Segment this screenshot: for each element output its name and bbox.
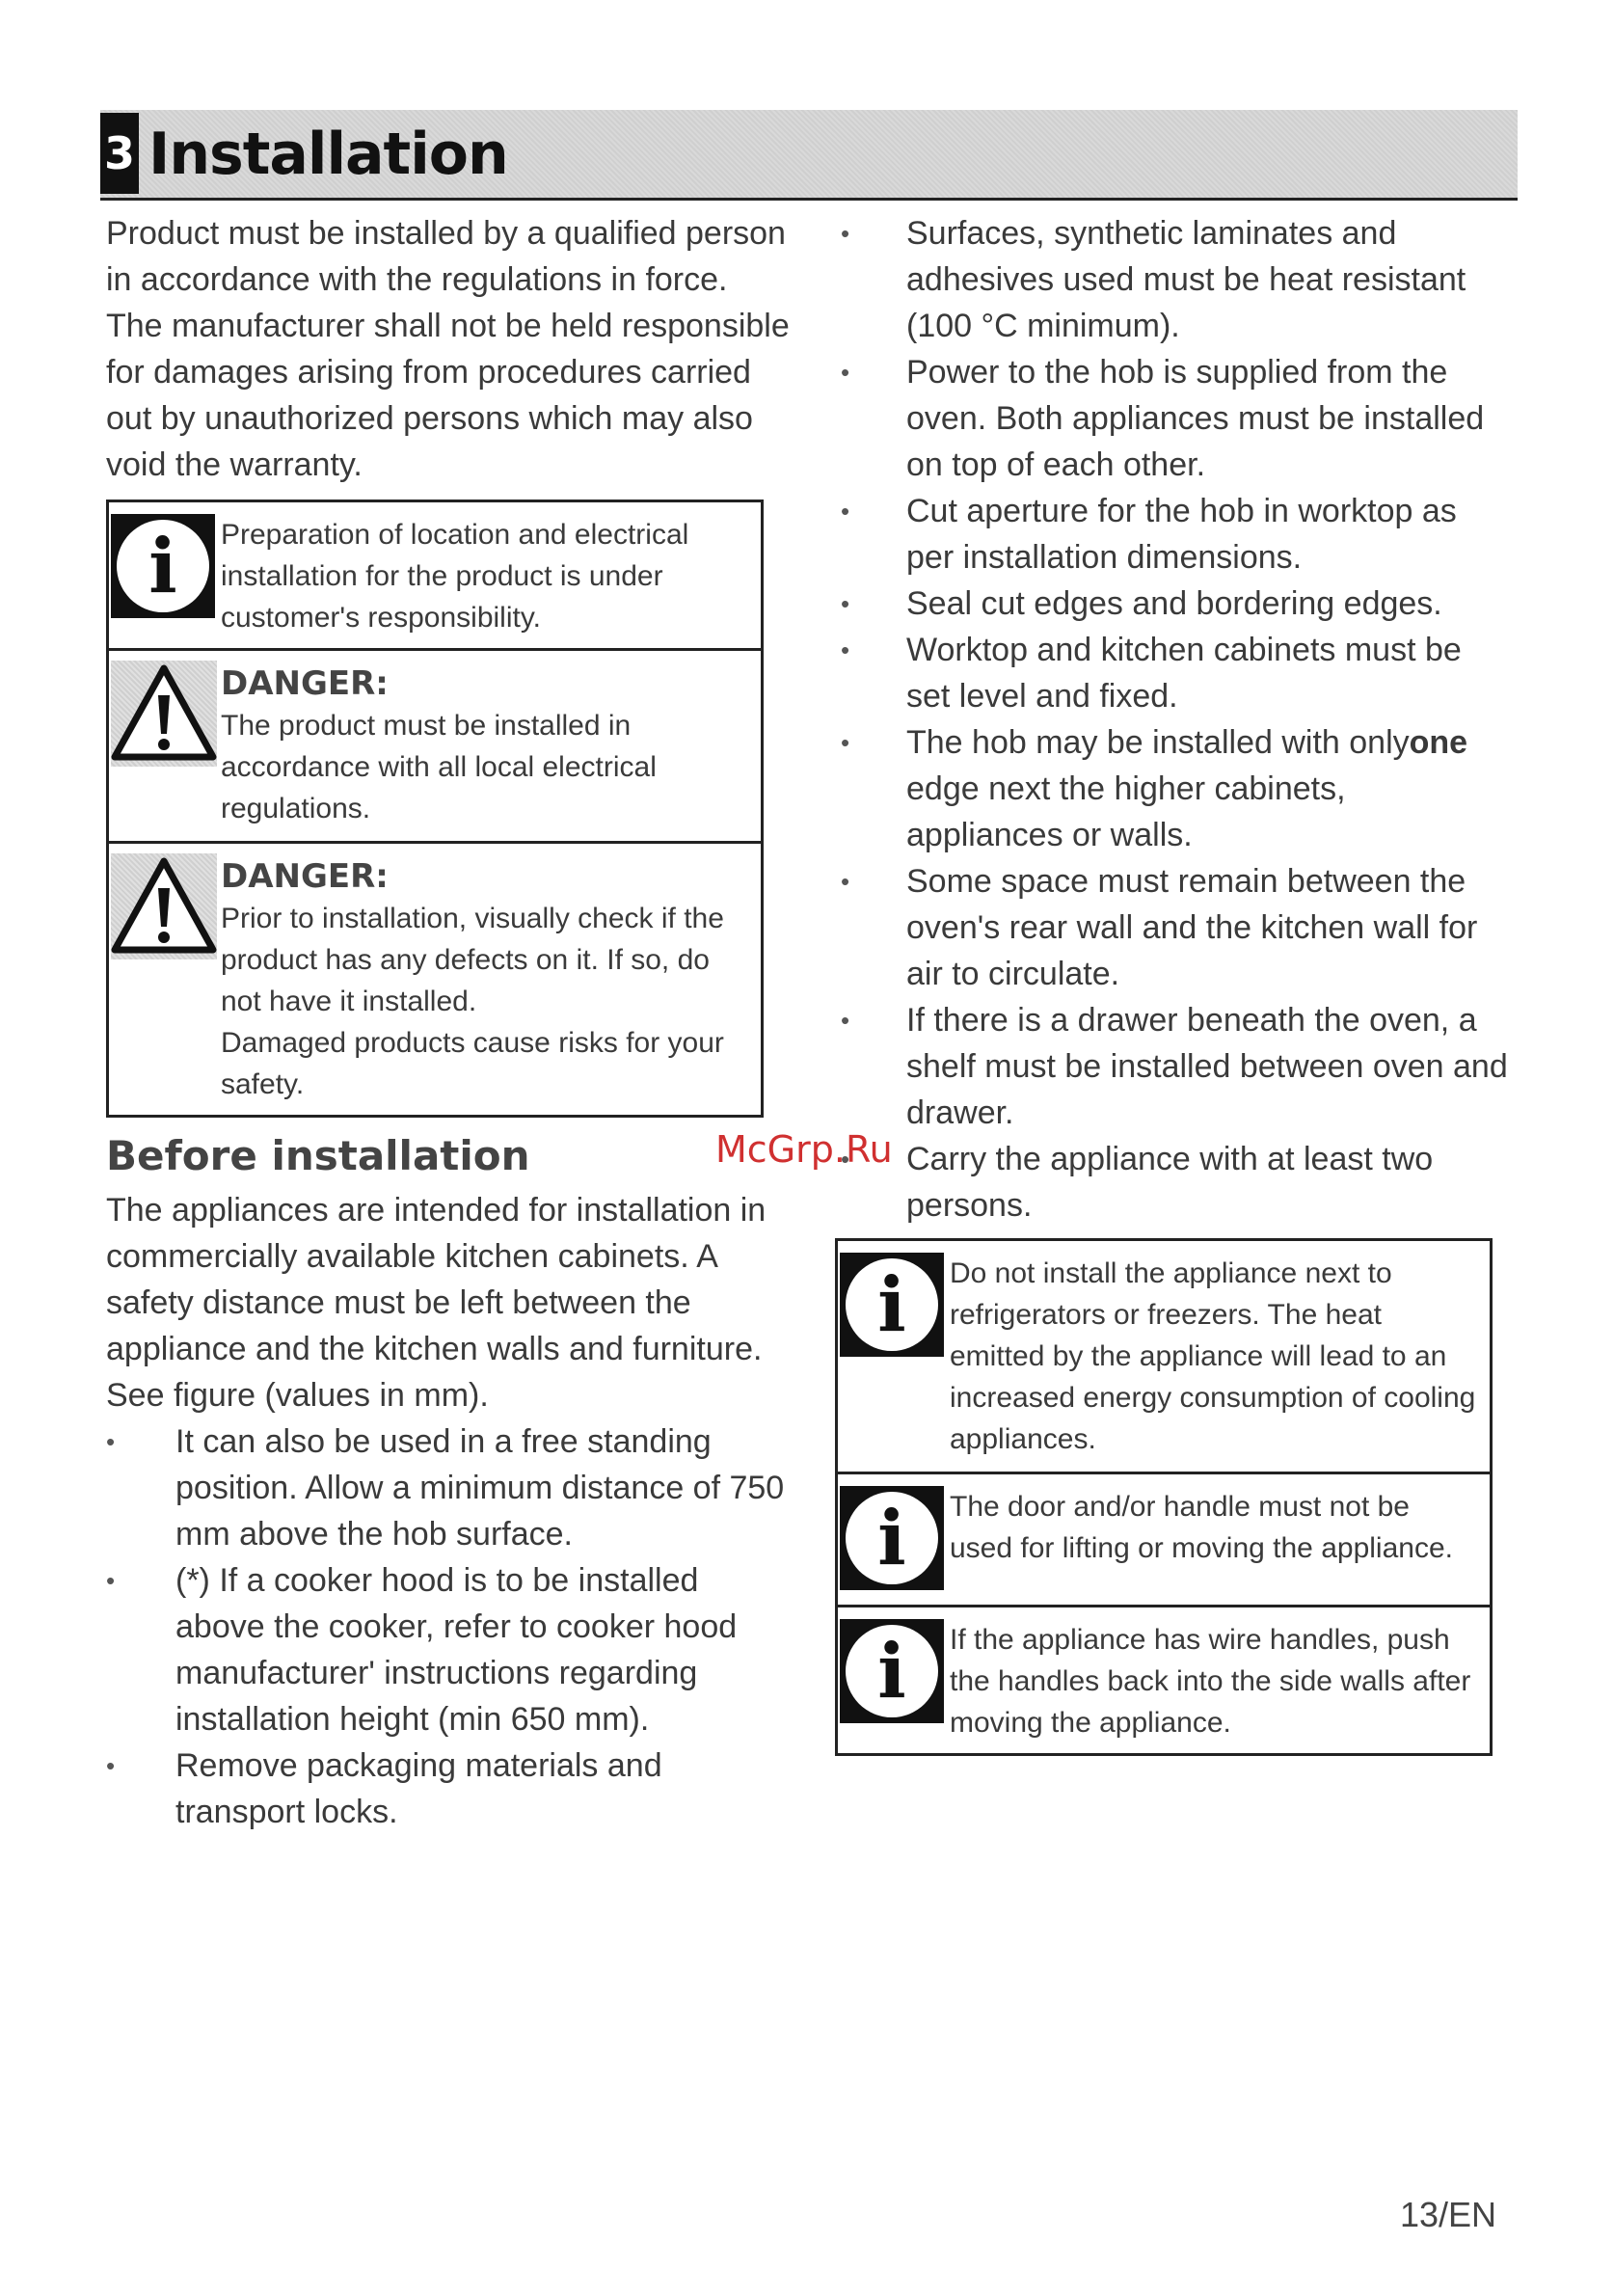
right-notice-group (835, 1238, 1493, 1756)
emphasis-text: one (1409, 724, 1468, 761)
notice-text: If the appliance has wire handles, push the handles back into the side walls after moving the appliance. (950, 1624, 1471, 1739)
notice-text: Do not install the appliance next to refrigerators or freezers. The heat emitted by the appliance will lead to an increased energy consumption of cooling appliances. (950, 1257, 1476, 1455)
notice-danger (109, 651, 761, 844)
notice-info (838, 1474, 1490, 1607)
warning-triangle-icon (109, 844, 217, 1115)
notice-text: The door and/or handle must not be used for lifting or moving the appliance. (950, 1491, 1453, 1564)
list-item: • Carry the appliance with at least two persons. (835, 1136, 1510, 1229)
warning-triangle-icon (109, 651, 217, 841)
notice-info (109, 502, 761, 651)
notice-title: DANGER: (221, 857, 389, 896)
notice-text-secondary: Damaged products cause risks for your safety. (221, 1027, 724, 1100)
list-item: • (*) If a cooker hood is to be installed above the cooker, refer to cooker hood manufacturer' instructions regarding installation height (min 650 mm). (106, 1557, 791, 1742)
left-notice-group (106, 500, 764, 1118)
info-icon: i (838, 1474, 946, 1605)
notice-text: Prior to installation, visually check if the product has any defects on it. If so, do not have it installed. (221, 903, 724, 1017)
list-item: • Surfaces, synthetic laminates and adhesives used must be heat resistant (100 °C minimum). (835, 210, 1510, 349)
notice-title: DANGER: (221, 664, 389, 703)
right-column (835, 210, 1510, 1756)
notice-info (838, 1607, 1490, 1753)
notice-text: Preparation of location and electrical installation for the product is under customer's responsibility. (221, 519, 689, 634)
list-item-text: The hob may be installed with only (906, 724, 1410, 761)
list-item: • Worktop and kitchen cabinets must be set level and fixed. (835, 627, 1510, 719)
notice-info (838, 1241, 1490, 1474)
list-item (835, 719, 1510, 858)
list-item: • Seal cut edges and bordering edges. (835, 581, 1510, 627)
info-icon: i (838, 1607, 946, 1753)
list-item: • Cut aperture for the hob in worktop as per installation dimensions. (835, 488, 1510, 581)
list-item-text: edge next the higher cabinets, appliances or walls. (906, 770, 1346, 853)
chapter-number: 3 (100, 113, 139, 194)
chapter-title: Installation (148, 121, 508, 188)
list-item: • Power to the hob is supplied from the oven. Both appliances must be installed on top of each other. (835, 349, 1510, 488)
left-bullet-list (106, 1418, 791, 1835)
list-item: • Remove packaging materials and transport locks. (106, 1742, 791, 1835)
watermark: McGrp.Ru (715, 1128, 893, 1171)
right-bullet-list (835, 210, 1510, 1229)
notice-text: The product must be installed in accordance with all local electrical regulations. (221, 710, 657, 824)
info-icon: i (838, 1241, 946, 1472)
notice-danger (109, 844, 761, 1115)
section-heading: Before installation (106, 1132, 530, 1179)
info-icon: i (109, 502, 217, 648)
left-column (106, 210, 791, 1835)
list-item: • If there is a drawer beneath the oven, a shelf must be installed between oven and drawer. (835, 997, 1510, 1136)
intro-paragraph: Product must be installed by a qualified person in accordance with the regulations in force. The manufacturer shall not be held responsible for damages arising from procedures carried out by unauthorized persons which may also void the warranty. (106, 215, 790, 483)
list-item: • Some space must remain between the oven's rear wall and the kitchen wall for air to circulate. (835, 858, 1510, 997)
page-number: 13/EN (1400, 2195, 1497, 2234)
list-item: • It can also be used in a free standing position. Allow a minimum distance of 750 mm above the hob surface. (106, 1418, 791, 1557)
before-paragraph: The appliances are intended for installation in commercially available kitchen cabinets. A safety distance must be left between the appliance and the kitchen walls and furniture. See figure (values in mm). (106, 1192, 767, 1414)
